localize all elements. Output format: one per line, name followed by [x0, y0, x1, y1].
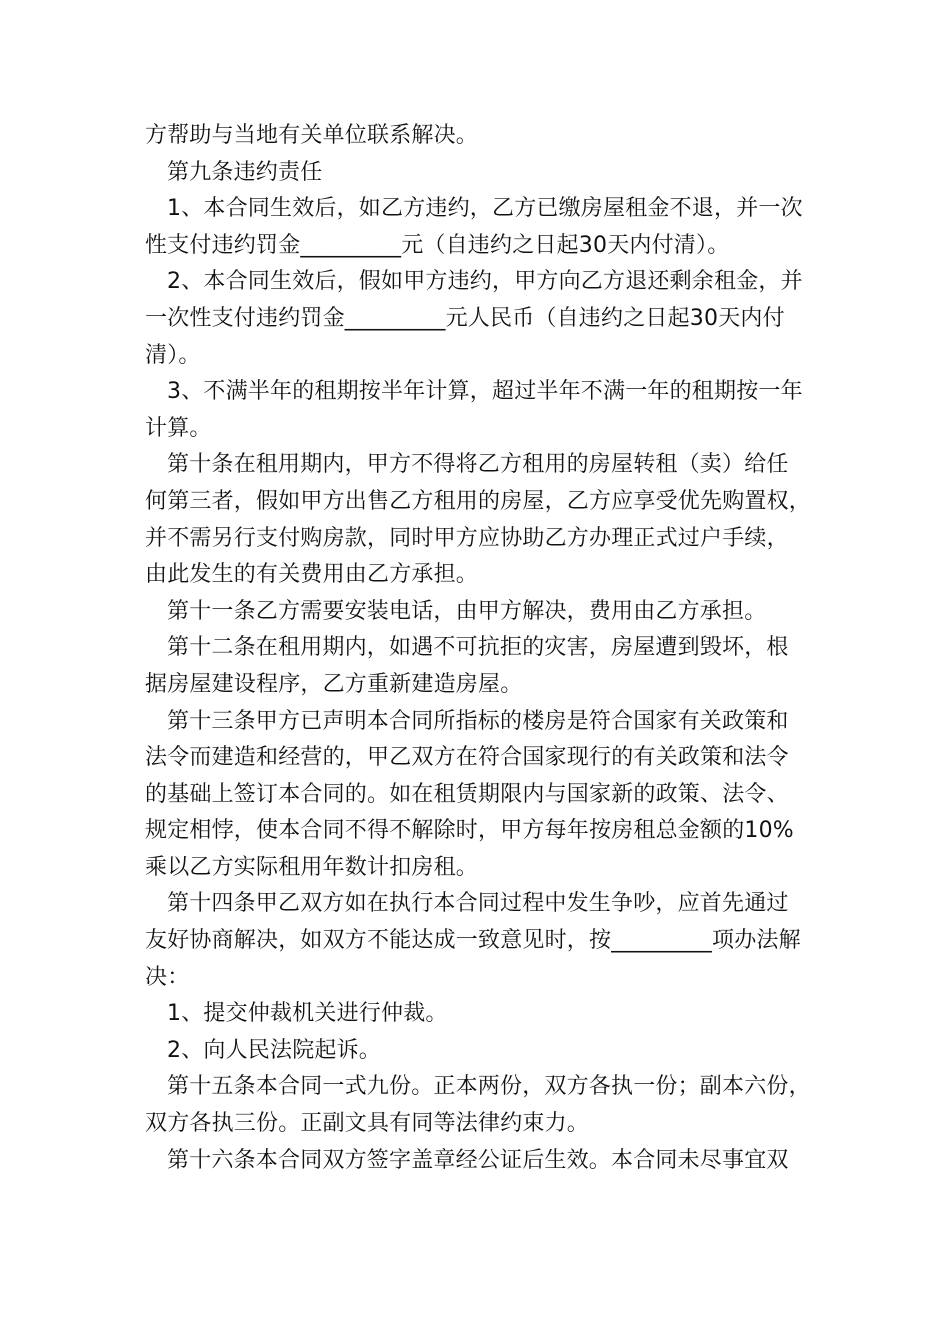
document-page: [145, 118, 813, 1179]
text-line: 第十条在租用期内，甲方不得将乙方租用的房屋转租（卖）给任: [167, 452, 789, 478]
text-line: 何第三者，假如甲方出售乙方租用的房屋，乙方应享受优先购置权，: [145, 488, 812, 514]
text-line: 第十四条甲乙双方如在执行本合同过程中发生争吵，应首先通过: [167, 891, 789, 917]
text-line: 双方各执三份。正副文具有同等法律约束力。: [145, 1111, 590, 1137]
text-line: 第十六条本合同双方签字盖章经公证后生效。本合同未尽事宜双: [167, 1147, 789, 1173]
text-line: 规定相悖，使本合同不得不解除时，甲方每年按房租总金额的10%: [145, 818, 794, 844]
text-line: 由此发生的有关费用由乙方承担。: [145, 562, 479, 588]
text-line: 并不需另行支付购房款，同时甲方应协助乙方办理正式过户手续，: [145, 525, 789, 551]
text-line: 第十二条在租用期内，如遇不可抗拒的灾害，房屋遭到毁坏，根: [167, 635, 789, 661]
text-line: 2、本合同生效后，假如甲方违约，甲方向乙方退还剩余租金，并: [167, 269, 803, 295]
text-line: 据房屋建设程序，乙方重新建造房屋。: [145, 671, 523, 697]
text-line: 的基础上签订本合同的。如在租赁期限内与国家新的政策、法令、: [145, 781, 789, 807]
text-line: 第十三条甲方已声明本合同所指标的楼房是符合国家有关政策和: [167, 708, 789, 734]
text-line: 第十一条乙方需要安装电话，由甲方解决，费用由乙方承担。: [167, 598, 767, 624]
text-line: 乘以乙方实际租用年数计扣房租。: [145, 854, 479, 880]
text-line: 第九条违约责任: [167, 159, 323, 185]
text-line: 第十五条本合同一式九份。正本两份，双方各执一份；副本六份，: [167, 1074, 811, 1100]
text-line: 计算。: [145, 415, 212, 441]
text-line: 性支付违约罚金_________元（自违约之日起30天内付清）。: [145, 232, 730, 258]
text-line: 2、向人民法院起诉。: [167, 1037, 381, 1063]
text-line: 友好协商解决，如双方不能达成一致意见时，按_________项办法解: [145, 928, 801, 954]
text-line: 3、不满半年的租期按半年计算，超过半年不满一年的租期按一年: [167, 379, 803, 405]
text-line: 1、提交仲裁机关进行仲裁。: [167, 1001, 448, 1027]
text-line: 方帮助与当地有关单位联系解决。: [145, 123, 479, 148]
text-line: 1、本合同生效后，如乙方违约，乙方已缴房屋租金不退，并一次: [167, 196, 803, 222]
text-line: 清）。: [145, 342, 201, 368]
text-line: 法令而建造和经营的，甲乙双方在符合国家现行的有关政策和法令: [145, 745, 789, 771]
text-line: 决：: [145, 964, 190, 990]
text-line: 一次性支付违约罚金_________元人民币（自违约之日起30天内付: [145, 305, 785, 331]
